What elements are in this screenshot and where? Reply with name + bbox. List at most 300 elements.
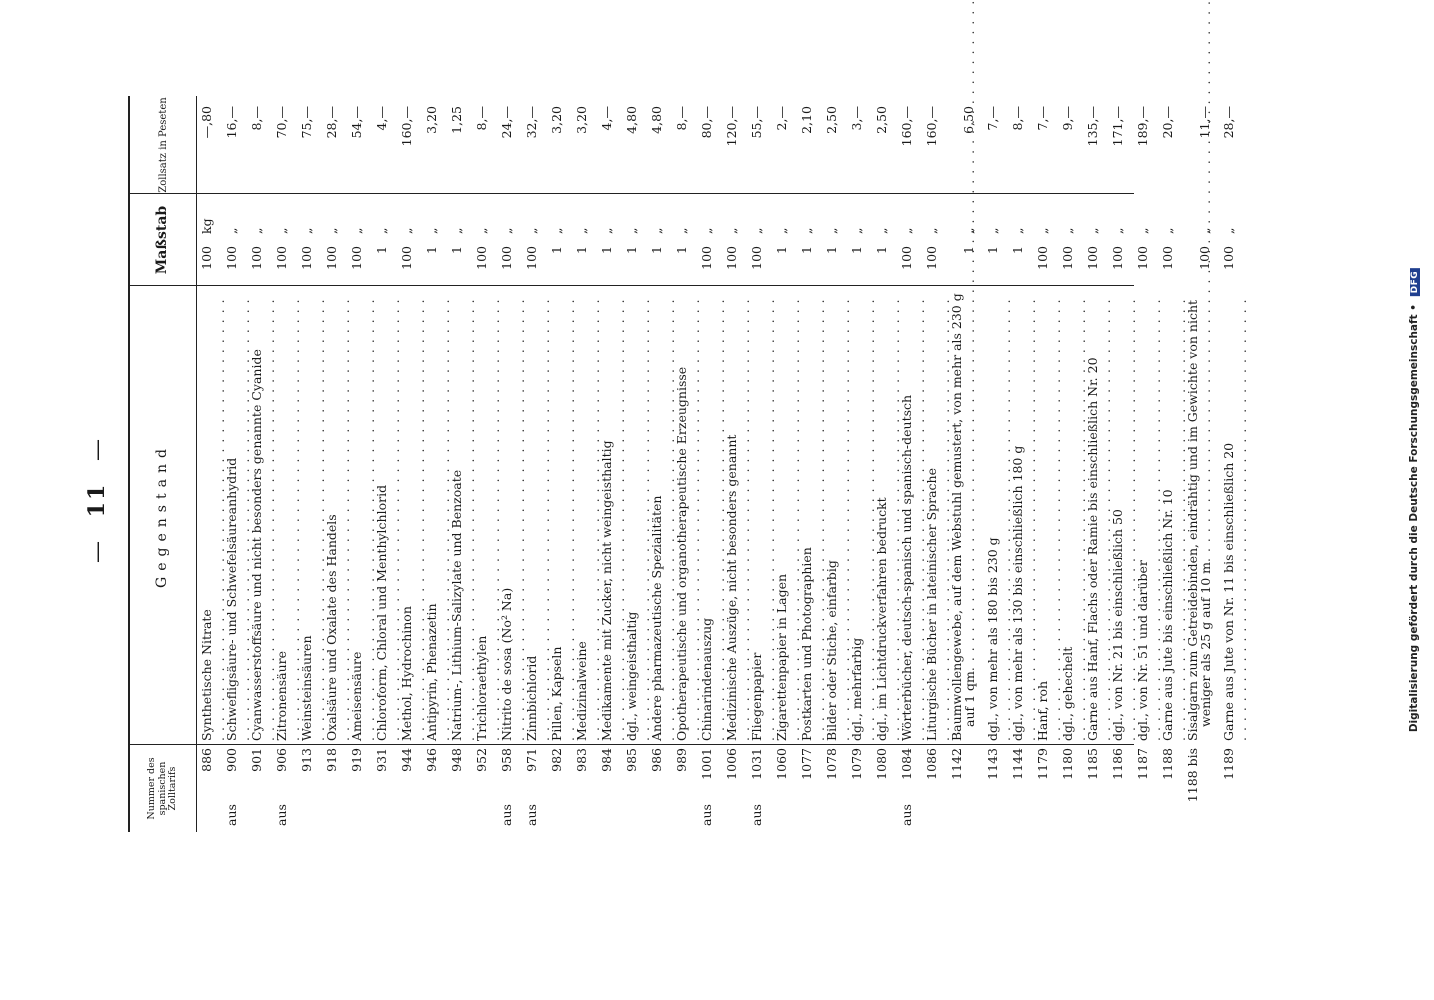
massstab-cell <box>576 200 589 280</box>
massstab-cell <box>726 200 739 280</box>
prefix-aus <box>401 826 414 832</box>
measure-quantity: 100 <box>1160 246 1175 270</box>
measure-unit: „ <box>249 227 264 234</box>
measure-unit: „ <box>824 227 839 234</box>
measure-quantity: 100 <box>1035 246 1050 270</box>
leader-dots <box>1197 0 1213 562</box>
description-text: dgl., weingeisthaltig <box>624 611 639 741</box>
prefix-aus <box>1137 826 1150 832</box>
tariff-number-cell <box>326 748 339 832</box>
measure-unit: „ <box>449 227 464 234</box>
item-description <box>676 293 701 741</box>
prefix-aus <box>851 826 864 832</box>
tariff-number: 1179 <box>1035 748 1050 780</box>
item-description <box>987 293 1012 741</box>
item-description <box>726 293 751 741</box>
table-row <box>476 96 501 832</box>
tariff-number: 913 <box>299 748 314 772</box>
table-row <box>676 96 701 832</box>
item-description <box>376 293 401 741</box>
description-text: Bilder oder Stiche, einfarbig <box>824 560 839 741</box>
massstab-cell <box>1162 200 1175 280</box>
item-description <box>351 293 376 741</box>
header-gegenstand: Gegenstand <box>154 443 171 588</box>
digitization-sidebar <box>1408 268 1420 732</box>
massstab-cell <box>451 200 464 280</box>
measure-quantity: 100 <box>749 246 764 270</box>
tariff-number: 918 <box>324 748 339 772</box>
leader-dots <box>1236 293 1249 741</box>
prefix-aus <box>301 826 314 832</box>
tariff-number: 989 <box>674 748 689 772</box>
measure-quantity: 100 <box>399 246 414 270</box>
table-row <box>426 96 451 832</box>
measure-unit: „ <box>1060 227 1075 234</box>
massstab-cell <box>676 200 689 280</box>
table-row <box>951 96 987 832</box>
zollsatz-cell: 8,— <box>474 106 489 131</box>
measure-quantity: 100 <box>1085 246 1100 270</box>
prefix-aus <box>201 826 214 832</box>
measure-unit: „ <box>224 227 239 234</box>
description-text: Medikamente mit Zucker, nicht weingeisthaltig <box>599 440 614 741</box>
massstab-cell <box>626 200 639 280</box>
measure-quantity: 100 <box>524 246 539 270</box>
measure-unit: „ <box>424 227 439 234</box>
measure-unit: „ <box>985 227 1000 234</box>
zollsatz-cell: 70,— <box>274 106 289 139</box>
massstab-cell <box>376 200 389 280</box>
prefix-aus <box>1037 826 1050 832</box>
zollsatz-cell: 2,50 <box>874 106 889 134</box>
tariff-number: 1142 <box>949 748 964 780</box>
zollsatz-cell: 1,25 <box>449 106 464 134</box>
tariff-number-cell <box>751 748 764 832</box>
item-description <box>476 293 501 741</box>
zollsatz-cell: 2,10 <box>799 106 814 134</box>
tariff-number: 1006 <box>724 748 739 780</box>
tariff-number-cell <box>776 748 789 832</box>
table-row <box>851 96 876 832</box>
tariff-number-cell <box>626 748 639 832</box>
tariff-number: 984 <box>599 748 614 772</box>
description-text: dgl., von mehr als 130 bis einschließlich 180 g <box>1010 445 1025 741</box>
description-text: Garne aus Jute von Nr. 11 bis einschließlich 20 <box>1221 442 1236 741</box>
measure-unit: „ <box>324 227 339 234</box>
tariff-number-cell <box>526 748 539 832</box>
tariff-number-cell <box>351 748 364 832</box>
table-row <box>326 96 351 832</box>
measure-quantity: 1 <box>599 246 614 254</box>
massstab-cell <box>526 200 539 280</box>
tariff-number-cell <box>1037 748 1050 832</box>
table-row <box>376 96 401 832</box>
table-row <box>576 96 601 832</box>
table-row <box>1187 96 1223 832</box>
zollsatz-cell: 24,— <box>499 106 514 139</box>
measure-quantity: 100 <box>249 246 264 270</box>
tariff-number: 1187 <box>1135 748 1150 780</box>
description-text: Hanf, roh <box>1035 680 1050 741</box>
header-zollsatz: Zollsatz in Peseten <box>157 97 169 193</box>
table-row <box>401 96 426 832</box>
zollsatz-cell: 20,— <box>1160 106 1175 139</box>
table-row <box>776 96 801 832</box>
measure-unit: „ <box>1160 227 1175 234</box>
table-header-rule <box>196 96 197 832</box>
item-description <box>201 293 226 741</box>
zollsatz-cell: 8,— <box>249 106 264 131</box>
zollsatz-cell: 4,— <box>374 106 389 131</box>
tariff-number-cell <box>951 748 964 832</box>
massstab-cell <box>1199 200 1212 280</box>
table-row <box>926 96 951 832</box>
measure-unit: „ <box>1197 227 1212 234</box>
measure-quantity: 1 <box>985 246 1000 254</box>
tariff-number: 1060 <box>774 748 789 780</box>
massstab-cell <box>201 200 214 280</box>
measure-unit: „ <box>1010 227 1025 234</box>
measure-quantity: 1 <box>849 246 864 254</box>
measure-unit: „ <box>549 227 564 234</box>
description-text: Zigarettenpapier in Lagen <box>774 573 789 741</box>
measure-unit: „ <box>1110 227 1125 234</box>
measure-unit: „ <box>624 227 639 234</box>
item-description <box>1187 293 1212 741</box>
table-row <box>826 96 851 832</box>
prefix-aus <box>551 826 564 832</box>
tariff-number: 946 <box>424 748 439 772</box>
massstab-cell <box>776 200 789 280</box>
measure-quantity: 1 <box>624 246 639 254</box>
table-row <box>1137 96 1162 832</box>
massstab-cell <box>1012 200 1025 280</box>
tariff-number-cell <box>987 748 1000 832</box>
measure-quantity: 100 <box>499 246 514 270</box>
prefix-aus <box>1087 826 1100 832</box>
zollsatz-cell: 54,— <box>349 106 364 139</box>
tariff-number-cell <box>501 748 514 832</box>
description-text: dgl., von Nr. 21 bis einschließlich 50 <box>1110 509 1125 741</box>
prefix-aus <box>726 826 739 832</box>
tariff-number-cell <box>901 748 914 832</box>
description-text: Schwefligsäure- und Schwefelsäureanhydrid <box>224 457 239 741</box>
prefix-aus: aus <box>274 804 289 826</box>
table-row <box>251 96 276 832</box>
dfg-logo: DFG <box>1410 268 1420 297</box>
massstab-cell <box>987 200 1000 280</box>
measure-unit: „ <box>1221 227 1236 234</box>
tariff-number-cell <box>576 748 589 832</box>
massstab-cell <box>301 200 314 280</box>
measure-unit: „ <box>674 227 689 234</box>
measure-quantity: 100 <box>324 246 339 270</box>
table-row <box>651 96 676 832</box>
massstab-cell <box>963 200 976 280</box>
prefix-aus <box>1112 826 1125 832</box>
massstab-cell <box>851 200 864 280</box>
measure-quantity: 1 <box>649 246 664 254</box>
tariff-number: 1079 <box>849 748 864 780</box>
measure-unit: „ <box>374 227 389 234</box>
tariff-number-cell <box>1223 748 1236 832</box>
tariff-number: 1077 <box>799 748 814 780</box>
tariff-number-cell <box>676 748 689 832</box>
tariff-number-cell <box>876 748 889 832</box>
tariff-number-cell <box>926 748 939 832</box>
prefix-aus <box>776 826 789 832</box>
measure-quantity: 1 <box>574 246 589 254</box>
massstab-cell <box>226 200 239 280</box>
massstab-cell <box>926 200 939 280</box>
zollsatz-cell: 7,— <box>985 106 1000 131</box>
measure-quantity: 100 <box>1221 246 1236 270</box>
zollsatz-cell: —,80 <box>199 106 214 139</box>
prefix-aus <box>376 826 389 832</box>
table-row <box>701 96 726 832</box>
tariff-number: 1084 <box>899 748 914 780</box>
description-text: dgl., mehrfarbig <box>849 637 864 741</box>
zollsatz-cell: 3,20 <box>549 106 564 134</box>
prefix-aus: aus <box>524 804 539 826</box>
measure-unit: „ <box>574 227 589 234</box>
tariff-number-cell <box>601 748 614 832</box>
prefix-aus <box>987 826 1000 832</box>
description-text: Garne aus Jute bis einschließlich Nr. 10 <box>1160 489 1175 741</box>
tariff-number: 1144 <box>1010 748 1025 780</box>
tariff-number: 931 <box>374 748 389 772</box>
measure-unit: „ <box>774 227 789 234</box>
table-row <box>901 96 926 832</box>
description-text: Chinarindenauszug <box>699 617 714 741</box>
item-description <box>901 293 926 741</box>
table-row <box>626 96 651 832</box>
tariff-number-cell <box>1187 748 1200 832</box>
tariff-number-cell <box>226 748 239 832</box>
tariff-number-cell <box>1112 748 1125 832</box>
massstab-cell <box>876 200 889 280</box>
description-text: Oxalsäure und Oxalate des Handels <box>324 514 339 741</box>
prefix-aus: aus <box>699 804 714 826</box>
massstab-cell <box>276 200 289 280</box>
zollsatz-cell: 189,— <box>1135 106 1150 147</box>
item-description <box>401 293 426 741</box>
tariff-number-cell <box>426 748 439 832</box>
item-description <box>651 293 676 741</box>
tariff-table-body <box>201 96 1248 832</box>
massstab-cell <box>501 200 514 280</box>
prefix-aus <box>351 826 364 832</box>
table-row <box>751 96 776 832</box>
massstab-cell <box>401 200 414 280</box>
page-number-dash-left: — <box>85 538 110 563</box>
prefix-aus <box>451 826 464 832</box>
zollsatz-cell: 135,— <box>1085 106 1100 147</box>
description-text: Opotherapeutische und organotherapeutische Erzeugnisse <box>674 366 689 741</box>
tariff-number-cell <box>476 748 489 832</box>
description-text: Postkarten und Photographien <box>799 547 814 741</box>
measure-unit: „ <box>499 227 514 234</box>
zollsatz-cell: 120,— <box>724 106 739 147</box>
description-text: Medizinalweine <box>574 641 589 741</box>
header-massstab: Maßstab <box>154 205 171 275</box>
tariff-number: 900 <box>224 748 239 772</box>
description-text: Liturgische Bücher in lateinischer Sprache <box>924 467 939 741</box>
table-row <box>226 96 251 832</box>
tariff-number: 982 <box>549 748 564 772</box>
measure-quantity: 100 <box>699 246 714 270</box>
tariff-number-cell <box>376 748 389 832</box>
table-row <box>1062 96 1087 832</box>
description-text: dgl., von Nr. 51 und darüber <box>1135 560 1150 741</box>
page-number-dash-right: — <box>85 437 110 462</box>
measure-unit: „ <box>1135 227 1150 234</box>
prefix-aus <box>926 826 939 832</box>
table-row <box>876 96 901 832</box>
description-text: Garne aus Hanf, Flachs oder Ramie bis einschließlich Nr. 20 <box>1085 357 1100 741</box>
zollsatz-cell: 4,— <box>599 106 614 131</box>
measure-quantity: 100 <box>1197 246 1212 270</box>
item-description <box>751 293 776 741</box>
tariff-number: 1185 <box>1085 748 1100 780</box>
item-description <box>501 293 526 741</box>
prefix-aus <box>251 826 264 832</box>
tariff-number-cell <box>1062 748 1075 832</box>
tariff-number-cell <box>651 748 664 832</box>
measure-unit: „ <box>899 227 914 234</box>
item-description <box>1223 293 1248 741</box>
table-row <box>551 96 576 832</box>
description-text: dgl., von mehr als 180 bis 230 g <box>985 537 1000 741</box>
item-description <box>326 293 351 741</box>
measure-quantity: 100 <box>724 246 739 270</box>
description-text: Zitronensäure <box>274 651 289 741</box>
measure-unit: „ <box>799 227 814 234</box>
measure-quantity: 100 <box>224 246 239 270</box>
measure-quantity: 100 <box>924 246 939 270</box>
prefix-aus <box>676 826 689 832</box>
description-text: Pillen, Kapseln <box>549 646 564 741</box>
measure-quantity: 1 <box>1010 246 1025 254</box>
tariff-number: 1031 <box>749 748 764 780</box>
tariff-number-cell <box>1087 748 1100 832</box>
zollsatz-cell: 3,— <box>849 106 864 131</box>
description-text: Weinsteinsäuren <box>299 635 314 741</box>
measure-quantity: 1 <box>799 246 814 254</box>
measure-quantity: 100 <box>349 246 364 270</box>
description-text: Trichloraethylen <box>474 635 489 741</box>
description-text: Wörterbücher, deutsch-spanisch und spanisch-deutsch <box>899 394 914 741</box>
tariff-number-cell <box>1012 748 1025 832</box>
tariff-number: 948 <box>449 748 464 772</box>
table-row <box>1162 96 1187 832</box>
measure-quantity: 100 <box>1060 246 1075 270</box>
massstab-cell <box>426 200 439 280</box>
description-text: Baumwollengewebe, auf dem Webstuhl gemustert, von mehr als 230 g <box>949 293 964 741</box>
description-text: Andere pharmazeutische Spezialitäten <box>649 495 664 741</box>
zollsatz-cell: 160,— <box>399 106 414 147</box>
description-continuation: weniger als 25 g auf 10 m <box>1197 561 1213 727</box>
item-description <box>776 293 801 741</box>
item-description <box>526 293 551 741</box>
zollsatz-cell: 11,— <box>1197 106 1212 139</box>
tariff-number: 985 <box>624 748 639 772</box>
tariff-number-cell <box>726 748 739 832</box>
massstab-cell <box>476 200 489 280</box>
prefix-aus: aus <box>224 804 239 826</box>
measure-unit: „ <box>924 227 939 234</box>
prefix-aus <box>826 826 839 832</box>
item-description <box>1087 293 1112 741</box>
zollsatz-cell: 4,80 <box>649 106 664 134</box>
item-description <box>251 293 276 741</box>
measure-quantity: 1 <box>874 246 889 254</box>
massstab-cell <box>601 200 614 280</box>
massstab-cell <box>651 200 664 280</box>
measure-unit: „ <box>599 227 614 234</box>
description-text: Chloroform, Chloral und Menthylchlorid <box>374 484 389 741</box>
tariff-number-cell <box>251 748 264 832</box>
table-row <box>801 96 826 832</box>
zollsatz-cell: 160,— <box>899 106 914 147</box>
tariff-number-cell <box>401 748 414 832</box>
measure-unit: „ <box>524 227 539 234</box>
prefix-aus <box>326 826 339 832</box>
zollsatz-cell: 80,— <box>699 106 714 139</box>
massstab-cell <box>901 200 914 280</box>
description-text: Cyanwasserstoffsäure und nicht besonders genannte Cyanide <box>249 349 264 741</box>
tariff-number: 1186 <box>1110 748 1125 780</box>
tariff-number: 1143 <box>985 748 1000 780</box>
prefix-aus <box>1062 826 1075 832</box>
measure-unit: „ <box>874 227 889 234</box>
description-text: Fliegenpapier <box>749 652 764 741</box>
tariff-number: 986 <box>649 748 664 772</box>
measure-quantity: 1 <box>824 246 839 254</box>
tariff-number: 983 <box>574 748 589 772</box>
massstab-cell <box>1037 200 1050 280</box>
zollsatz-cell: 171,— <box>1110 106 1125 147</box>
header-tariff-number: Nummer des spanischen Zolltarifs <box>146 757 179 820</box>
tariff-number-cell <box>201 748 214 832</box>
tariff-number: 1078 <box>824 748 839 780</box>
item-description <box>876 293 901 741</box>
zollsatz-cell: 3,20 <box>424 106 439 134</box>
measure-unit: „ <box>1085 227 1100 234</box>
prefix-aus <box>1162 826 1175 832</box>
prefix-aus <box>801 826 814 832</box>
tariff-number: 1080 <box>874 748 889 780</box>
item-description <box>1112 293 1137 741</box>
measure-unit: kg <box>199 218 214 234</box>
item-description <box>1012 293 1037 741</box>
item-description <box>576 293 601 741</box>
zollsatz-cell: 8,— <box>674 106 689 131</box>
tariff-number: 886 <box>199 748 214 772</box>
item-description <box>601 293 626 741</box>
tariff-number-cell <box>1162 748 1175 832</box>
zollsatz-cell: 8,— <box>1010 106 1025 131</box>
zollsatz-cell: 4,80 <box>624 106 639 134</box>
table-row <box>1112 96 1137 832</box>
massstab-cell <box>801 200 814 280</box>
measure-unit: „ <box>299 227 314 234</box>
table-row <box>276 96 301 832</box>
item-description <box>801 293 826 741</box>
massstab-cell <box>1137 200 1150 280</box>
prefix-aus: aus <box>499 804 514 826</box>
measure-unit: „ <box>474 227 489 234</box>
